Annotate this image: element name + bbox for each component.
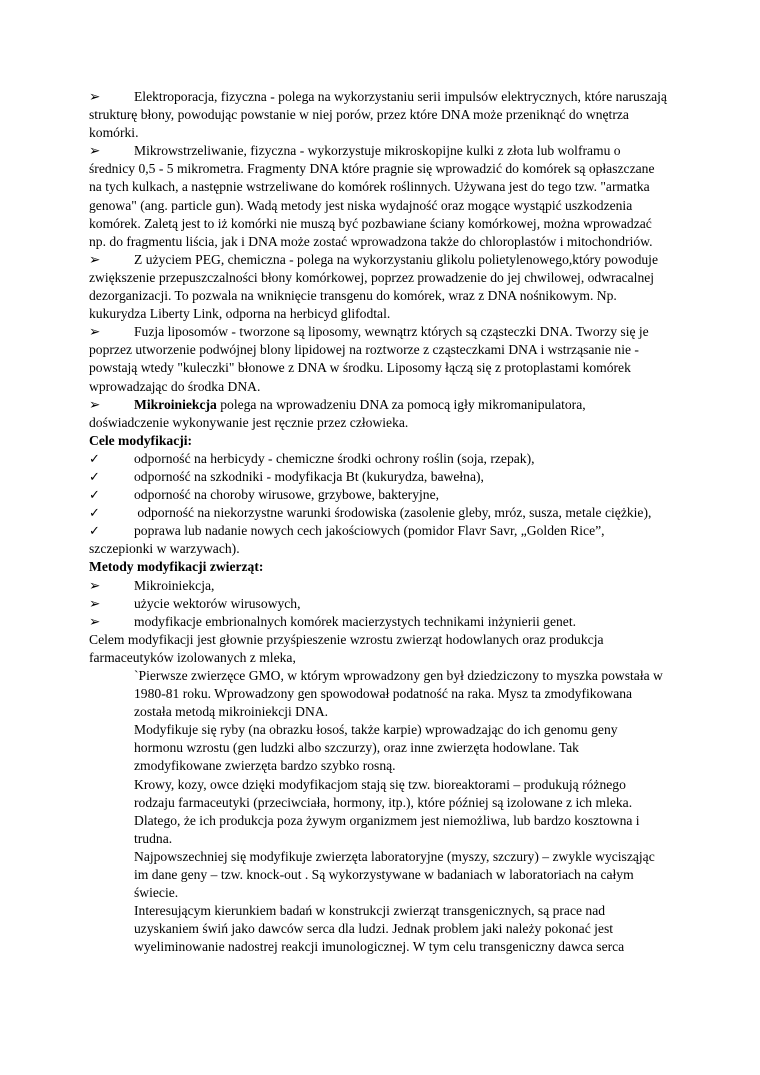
list-item: ✓ odporność na herbicydy - chemiczne środki ochrony roślin (soja, rzepak), <box>89 450 669 468</box>
paragraph-peg: ➢ Z użyciem PEG, chemiczna - polega na wykorzystaniu glikolu polietylenowego,który powoduje zwiększenie przepuszczalności błony komórkowej, poprzez prowadzenie do jej chwilowej, odwracalnej dezorganizacji. To pozwala na wniknięcie transgenu do komórek, wraz z DNA nośnikowym. Np. kukurydza Liberty Link, odporna na herbicyd glifodtal. <box>89 251 658 322</box>
heading-metody-modyfikacji: Metody modyfikacji zwierząt: <box>89 559 264 575</box>
arrow-bullet-icon: ➢ <box>89 595 101 611</box>
paragraph-elektroporacja: ➢ Elektroporacja, fizyczna - polega na wykorzystaniu serii impulsów elektrycznych, które naruszają strukturę błony, powodując powstanie w niej porów, przez które DNA może przeniknąć do wnętrza komórki. <box>89 89 667 141</box>
list-item: ➢ Mikroiniekcja, <box>89 577 669 595</box>
paragraph-pierwsze-gmo: `Pierwsze zwierzęce GMO, w którym wprowadzony gen był dziedziczony to myszka powstała w 1980-81 roku. Wprowadzony gen spowodował podatność na raka. Mysz ta zmodyfikowana została metodą mikroiniekcji DNA. <box>134 668 663 720</box>
arrow-bullet-icon: ➢ <box>89 577 101 593</box>
term-mikroiniekcja: Mikroiniekcja <box>134 396 217 412</box>
paragraph-mikrowstrzeliwanie: ➢ Mikrowstrzeliwanie, fizyczna - wykorzystuje mikroskopijne kulki z złota lub wolframu o średnicy 0,5 - 5 mikrometra. Fragmenty DNA które pragnie się wprowadzić do komórek są opłaszczane na tych kulkach, a następnie wstrzeliwane do komórek roślinnych. Używana jest do tego tzw. "armatka genowa" (ang. particle gun). Wadą metody jest niska wydajność oraz mogące wystąpić uszkodzenia komórek. Zaletą jest to iż komórki nie muszą być pozbawiane ściany komórkowej, można wprowadzać np. do fragmentu liścia, jak i DNA może zostać wprowadzona także do chloroplastów i mitochondriów. <box>89 143 655 249</box>
checkmark-icon: ✓ <box>89 487 100 503</box>
paragraph-bioreaktory: Krowy, kozy, owce dzięki modyfikacjom stają się tzw. bioreaktorami – produkują różnego rodzaju farmaceutyki (przeciwciała, hormony, itp.), które później są izolowane z ich mleka. Dlatego, że ich produkcja poza żywym organizmem jest niemożliwa, lub bardzo kosztowna i trudna. <box>134 776 640 846</box>
arrow-bullet-icon: ➢ <box>89 324 101 340</box>
paragraph-celem-modyfikacji: Celem modyfikacji jest głownie przyśpieszenie wzrostu zwierząt hodowlanych oraz produkcja farmaceutyków izolowanych z mleka, <box>89 631 604 665</box>
arrow-bullet-icon: ➢ <box>89 251 101 267</box>
list-item: ➢ użycie wektorów wirusowych, <box>89 595 669 613</box>
checkmark-icon: ✓ <box>89 450 100 466</box>
paragraph-fuzja-liposomow: ➢ Fuzja liposomów - tworzone są liposomy, wewnątrz których są cząsteczki DNA. Tworzy się je poprzez utworzenie podwójnej blony lipidowej na roztworze z cząsteczkami DNA i wstrząsanie nie - powstają wtedy "kuleczki" błonowe z DNA w środku. Liposomy łączą się z protoplastami komórek wprowadzając do środka DNA. <box>89 324 649 394</box>
arrow-bullet-icon: ➢ <box>89 89 101 104</box>
arrow-bullet-icon: ➢ <box>89 613 101 629</box>
paragraph-zwierzeta-laboratoryjne: Najpowszechniej się modyfikuje zwierzęta laboratoryjne (myszy, szczury) – zwykle wycisząjąc im dane geny – tzw. knock-out . Są wykorzystywane w badaniach w laboratoriach na całym świecie. <box>134 848 655 901</box>
list-item: ✓ poprawa lub nadanie nowych cech jakościowych (pomidor Flavr Savr, „Golden Rice”, szczepionki w warzywach). <box>89 523 605 557</box>
list-item: ➢ modyfikacje embrionalnych komórek macierzystych technikami inżynierii genet. <box>89 613 669 631</box>
list-item: ✓ odporność na choroby wirusowe, grzybowe, bakteryjne, <box>89 486 669 504</box>
list-item: ✓ odporność na niekorzystne warunki środowiska (zasolenie gleby, mróz, susza, metale ciężkie), <box>89 504 669 522</box>
paragraph-ryby: Modyfikuje się ryby (na obrazku łosoś, także karpie) wprowadzając do ich genomu geny hormonu wzrostu (gen ludzki albo szczurzy), oraz inne zwierzęta hodowlane. Tak zmodyfikowane zwierzęta bardzo szybko rosną. <box>134 722 618 774</box>
document-page <box>89 88 669 957</box>
checkmark-icon: ✓ <box>89 523 100 539</box>
checkmark-icon: ✓ <box>89 468 100 484</box>
checkmark-icon: ✓ <box>89 505 100 521</box>
paragraph-dawcy-serca: Interesującym kierunkiem badań w konstrukcji zwierząt transgenicznych, są prace nad uzyskaniem świń jako dawców serca dla ludzi. Jednak problem jaki należy pokonać jest wyeliminowanie nadostrej reakcji imunologicznej. W tym celu transgeniczny dawca serca <box>134 903 625 955</box>
arrow-bullet-icon: ➢ <box>89 396 101 412</box>
paragraph-mikroiniekcja: ➢ Mikroiniekcja polega na wprowadzeniu DNA za pomocą igły mikromanipulatora, doświadczenie wykonywanie jest ręcznie przez człowieka. <box>89 396 586 430</box>
heading-cele-modyfikacji: Cele modyfikacji: <box>89 432 193 448</box>
arrow-bullet-icon: ➢ <box>89 143 101 159</box>
list-item: ✓ odporność na szkodniki - modyfikacja Bt (kukurydza, bawełna), <box>89 468 669 486</box>
